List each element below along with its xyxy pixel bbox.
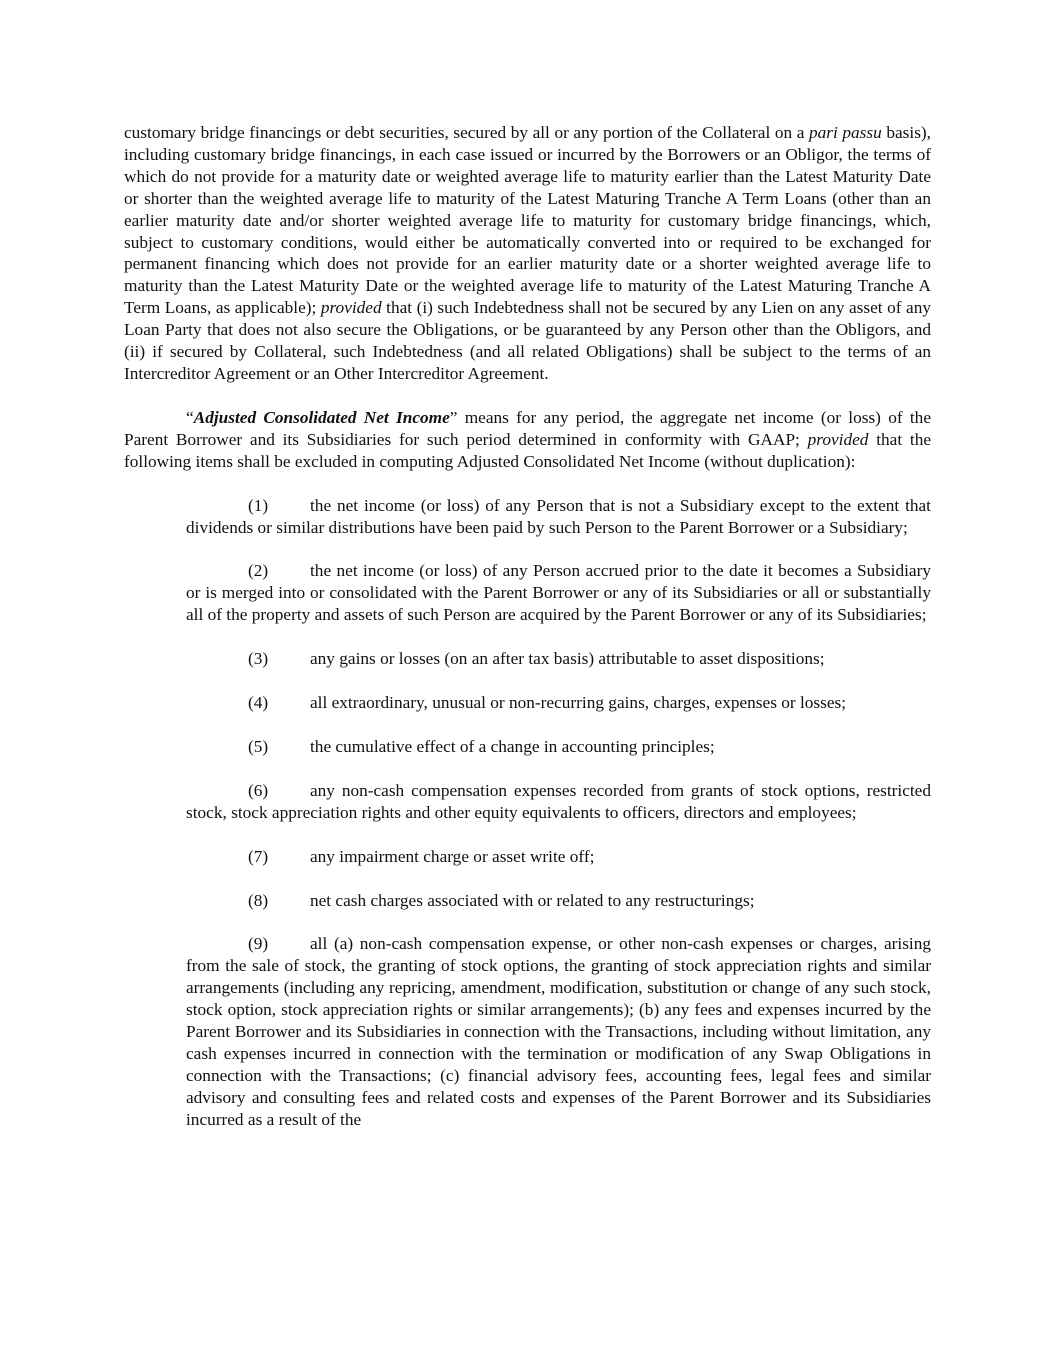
list-item-6 <box>186 780 931 824</box>
intro-text-1: customary bridge financings or debt securities, secured by all or any portion of the Collateral on a <box>124 123 809 142</box>
intro-text-2: basis), including customary bridge financings, in each case issued or incurred by the Borrowers or an Obligor, the terms of which do not provide for a maturity date or weighted average life to maturity earlier than the Latest Maturity Date or shorter than the weighted average life to maturity of the Latest Maturing Tranche A Term Loans (other than an earlier maturity date and/or shorter weighted average life to maturity for customary bridge financings, which, subject to customary conditions, would either be automatically converted into or required to be exchanged for permanent financing which does not provide for an earlier maturity date or a shorter weighted average life to maturity than the Latest Maturity Date or the weighted average life to maturity of the Latest Maturing Tranche A Term Loans, as applicable); <box>124 123 931 318</box>
item-number: (2) <box>248 561 269 581</box>
definition-close-quote: ” <box>449 407 458 427</box>
item-number: (9) <box>248 934 269 954</box>
item-number: (3) <box>248 649 269 669</box>
item-text: all extraordinary, unusual or non-recurring gains, charges, expenses or losses; <box>310 693 847 713</box>
item-number: (1) <box>248 495 269 515</box>
list-item-4 <box>186 692 931 714</box>
item-number: (4) <box>248 693 269 713</box>
item-text: all (a) non-cash compensation expense, or other non-cash expenses or charges, arising from the sale of stock, the granting of stock options, the granting of stock appreciation rights and similar arrangements (including any repricing, amendment, modification, substitution or change of any such stock, stock option, stock appreciation rights or similar arrangements); (b) any fees and expenses incurred by the Parent Borrower and its Subsidiaries in connection with the Transactions, including without limitation, any cash expenses incurred in connection with the termination or modification of any Swap Obligations in connection with the Transactions; (c) financial advisory fees, accounting fees, legal fees and similar advisory and consulting fees and related costs and expenses of the Parent Borrower and its Subsidiaries incurred as a result of the <box>186 934 931 1129</box>
intro-italic-pari-passu: pari passu <box>809 123 882 142</box>
item-number: (6) <box>248 780 269 800</box>
definition-text-2: that the following items shall be excluded in computing Adjusted Consolidated Net Income (without duplication): <box>124 429 931 471</box>
intro-italic-provided: provided <box>320 298 382 318</box>
list-item-3 <box>186 648 931 670</box>
item-text: any impairment charge or asset write off; <box>310 846 595 866</box>
definition-italic-provided: provided <box>807 429 869 449</box>
item-text: any gains or losses (on an after tax basis) attributable to asset dispositions; <box>310 649 825 669</box>
definition-paragraph <box>124 407 931 473</box>
item-number: (7) <box>248 846 269 866</box>
item-text: net cash charges associated with or related to any restructurings; <box>310 890 755 910</box>
intro-paragraph <box>124 122 931 385</box>
item-text: the cumulative effect of a change in accounting principles; <box>310 736 715 756</box>
item-number: (8) <box>248 890 269 910</box>
list-item-9 <box>186 933 931 1130</box>
list-item-2 <box>186 560 931 626</box>
document-page <box>124 122 931 1153</box>
list-item-7 <box>186 846 931 868</box>
item-number: (5) <box>248 736 269 756</box>
item-text: the net income (or loss) of any Person accrued prior to the date it becomes a Subsidiary or is merged into or consolidated with the Parent Borrower or any of its Subsidiaries or all or substantially all of the property and assets of such Person are acquired by the Parent Borrower or any of its Subsidiaries; <box>186 561 931 625</box>
list-item-8 <box>186 890 931 912</box>
intro-text-3: that (i) such Indebtedness shall not be secured by any Lien on any asset of any Loan Party that does not also secure the Obligations, or be guaranteed by any Person other than the Obligors, and (ii) if secured by Collateral, such Indebtedness (and all related Obligations) shall be subject to the terms of an Intercreditor Agreement or an Other Intercreditor Agreement. <box>124 298 931 383</box>
definition-text-1: means for any period, the aggregate net income (or loss) of the Parent Borrower and its Subsidiaries for such period determined in conformity with GAAP; <box>124 407 931 449</box>
item-text: any non-cash compensation expenses recorded from grants of stock options, restricted stock, stock appreciation rights and other equity equivalents to officers, directors and employees; <box>186 780 931 822</box>
definition-open-quote: “ <box>186 407 194 427</box>
item-text: the net income (or loss) of any Person that is not a Subsidiary except to the extent that dividends or similar distributions have been paid by such Person to the Parent Borrower or a Subsidiary; <box>186 495 931 537</box>
list-item-5 <box>186 736 931 758</box>
defined-term: Adjusted Consolidated Net Income <box>193 407 450 427</box>
list-item-1 <box>186 495 931 539</box>
